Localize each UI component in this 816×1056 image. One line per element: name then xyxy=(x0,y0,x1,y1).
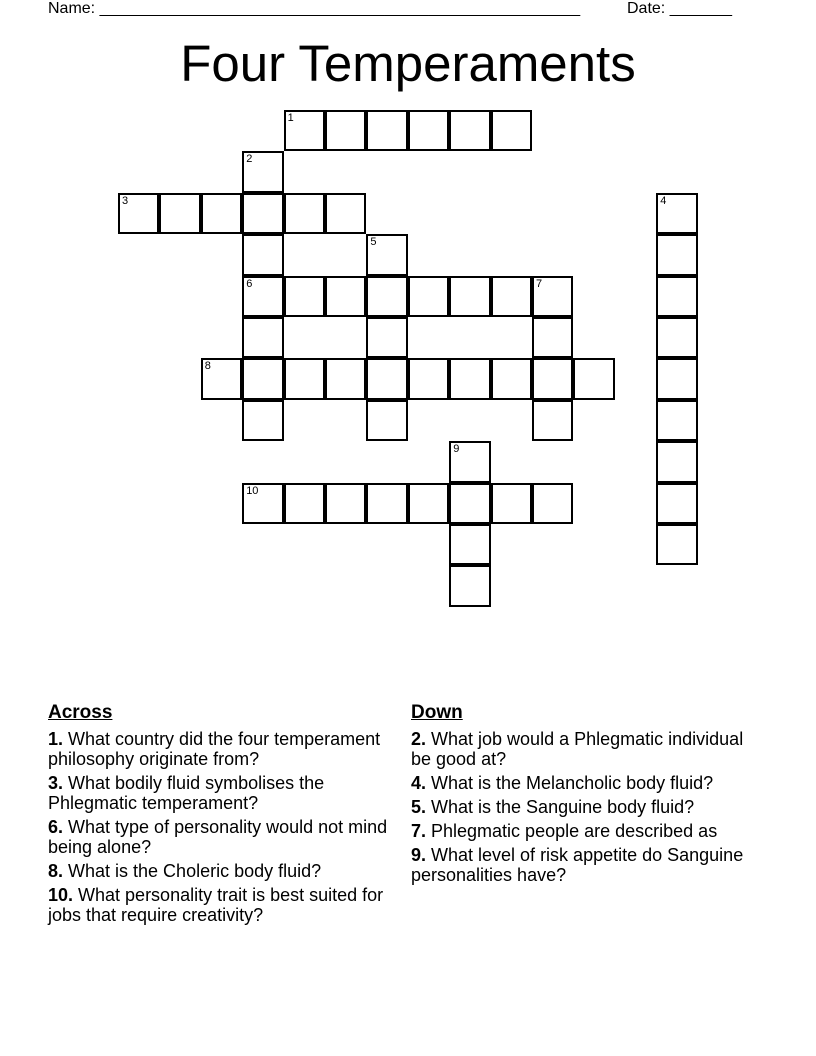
grid-cell[interactable] xyxy=(449,441,490,482)
grid-cell[interactable] xyxy=(491,110,532,151)
across-clues xyxy=(48,702,393,929)
clue-text: What job would a Phlegmatic individual be good at? xyxy=(411,729,744,769)
clue-number: 1. xyxy=(48,729,64,749)
grid-cell[interactable] xyxy=(366,483,407,524)
grid-cell[interactable] xyxy=(325,358,366,399)
grid-cell[interactable] xyxy=(656,317,697,358)
down-clues xyxy=(411,702,751,889)
grid-cell[interactable] xyxy=(242,276,283,317)
grid-cell[interactable] xyxy=(366,317,407,358)
down-clue-7 xyxy=(411,821,751,841)
grid-cell[interactable] xyxy=(366,358,407,399)
clue-number: 6. xyxy=(48,817,64,837)
grid-cell[interactable] xyxy=(325,483,366,524)
grid-cell[interactable] xyxy=(656,524,697,565)
grid-cell[interactable] xyxy=(366,234,407,275)
grid-cell[interactable] xyxy=(366,110,407,151)
grid-cell[interactable] xyxy=(325,276,366,317)
grid-cell[interactable] xyxy=(449,110,490,151)
grid-cell[interactable] xyxy=(284,193,325,234)
grid-cell[interactable] xyxy=(491,358,532,399)
grid-cell[interactable] xyxy=(656,441,697,482)
grid-cell[interactable] xyxy=(408,276,449,317)
grid-cell[interactable] xyxy=(449,276,490,317)
grid-cell[interactable] xyxy=(656,400,697,441)
grid-cell[interactable] xyxy=(242,483,283,524)
across-clue-3 xyxy=(48,773,393,813)
down-heading: Down xyxy=(411,702,463,723)
down-clue-5 xyxy=(411,797,751,817)
grid-cell[interactable] xyxy=(242,317,283,358)
grid-cell[interactable] xyxy=(656,234,697,275)
cell-number: 4 xyxy=(660,194,667,207)
clue-number: 5. xyxy=(411,797,427,817)
grid-cell[interactable] xyxy=(242,400,283,441)
grid-cell[interactable] xyxy=(284,276,325,317)
clue-text: What personality trait is best suited for jobs that require creativity? xyxy=(48,885,384,925)
across-heading: Across xyxy=(48,702,113,723)
grid-cell[interactable] xyxy=(656,483,697,524)
grid-cell[interactable] xyxy=(284,483,325,524)
across-clue-8 xyxy=(48,861,393,881)
grid-cell[interactable] xyxy=(366,276,407,317)
grid-cell[interactable] xyxy=(242,358,283,399)
grid-cell[interactable] xyxy=(325,110,366,151)
grid-cell[interactable] xyxy=(449,358,490,399)
cell-number: 2 xyxy=(246,153,253,166)
grid-cell[interactable] xyxy=(408,110,449,151)
clue-text: What type of personality would not mind being alone? xyxy=(48,817,388,857)
clue-text: What country did the four temperament philosophy originate from? xyxy=(48,729,381,769)
grid-cell[interactable] xyxy=(242,193,283,234)
grid-cell[interactable] xyxy=(284,110,325,151)
clue-text: Phlegmatic people are described as xyxy=(426,821,718,841)
grid-cell[interactable] xyxy=(201,193,242,234)
clue-number: 8. xyxy=(48,861,64,881)
grid-cell[interactable] xyxy=(656,358,697,399)
across-clue-6 xyxy=(48,817,393,857)
cell-number: 3 xyxy=(122,194,129,207)
clue-number: 9. xyxy=(411,845,427,865)
clue-number: 7. xyxy=(411,821,427,841)
grid-cell[interactable] xyxy=(242,234,283,275)
grid-cell[interactable] xyxy=(159,193,200,234)
grid-cell[interactable] xyxy=(532,317,573,358)
across-clue-1 xyxy=(48,729,393,769)
clue-text: What is the Choleric body fluid? xyxy=(63,861,322,881)
grid-cell[interactable] xyxy=(656,276,697,317)
clue-number: 10. xyxy=(48,885,74,905)
grid-cell[interactable] xyxy=(408,483,449,524)
grid-cell[interactable] xyxy=(532,400,573,441)
clue-number: 3. xyxy=(48,773,64,793)
grid-cell[interactable] xyxy=(242,151,283,192)
cell-number: 9 xyxy=(453,443,460,456)
cell-number: 8 xyxy=(204,360,211,373)
grid-cell[interactable] xyxy=(532,358,573,399)
down-clue-9 xyxy=(411,845,751,885)
cell-number: 5 xyxy=(370,236,377,249)
across-clue-10 xyxy=(48,885,393,925)
name-field[interactable]: Name: ______________________________________________________ xyxy=(48,0,581,17)
cell-number: 7 xyxy=(536,277,543,290)
grid-cell[interactable] xyxy=(656,193,697,234)
grid-cell[interactable] xyxy=(284,358,325,399)
grid-cell[interactable] xyxy=(532,276,573,317)
clue-text: What bodily fluid symbolises the Phlegmatic temperament? xyxy=(48,773,325,813)
clue-text: What is the Sanguine body fluid? xyxy=(426,797,695,817)
clue-text: What is the Melancholic body fluid? xyxy=(426,773,714,793)
grid-cell[interactable] xyxy=(325,193,366,234)
grid-cell[interactable] xyxy=(449,565,490,606)
grid-cell[interactable] xyxy=(532,483,573,524)
grid-cell[interactable] xyxy=(491,483,532,524)
grid-cell[interactable] xyxy=(366,400,407,441)
date-field[interactable]: Date: _______ xyxy=(627,0,732,17)
grid-cell[interactable] xyxy=(201,358,242,399)
page-title: Four Temperaments xyxy=(180,35,636,92)
clue-text: What level of risk appetite do Sanguine personalities have? xyxy=(411,845,744,885)
grid-cell[interactable] xyxy=(449,524,490,565)
clue-number: 4. xyxy=(411,773,427,793)
down-clue-4 xyxy=(411,773,751,793)
grid-cell[interactable] xyxy=(118,193,159,234)
grid-cell[interactable] xyxy=(491,276,532,317)
cell-number: 10 xyxy=(246,484,259,497)
cell-number: 6 xyxy=(246,277,253,290)
grid-cell[interactable] xyxy=(408,358,449,399)
cell-number: 1 xyxy=(287,112,294,124)
grid-cell[interactable] xyxy=(449,483,490,524)
down-clue-2 xyxy=(411,729,751,769)
grid-cell[interactable] xyxy=(573,358,614,399)
clue-number: 2. xyxy=(411,729,427,749)
